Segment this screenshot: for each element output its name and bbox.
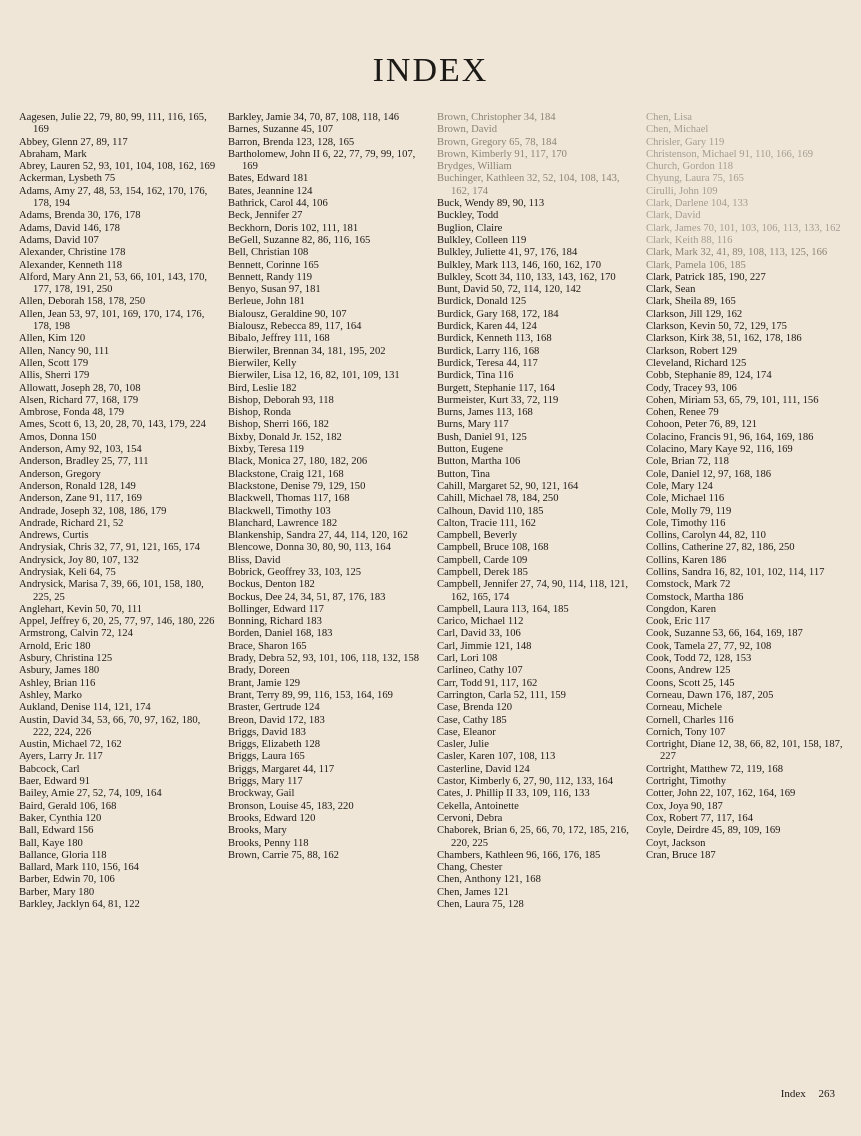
index-entry: Allen, Jean 53, 97, 101, 169, 170, 174, 176, 178, 198 <box>19 308 205 333</box>
index-entry: Casler, Julie <box>437 739 489 751</box>
index-entry: Chyung, Laura 75, 165 <box>646 173 744 185</box>
index-entry: Ashley, Marko <box>19 689 82 701</box>
index-entry: Cornich, Tony 107 <box>646 726 726 738</box>
index-entry: Clark, Keith 88, 116 <box>646 234 733 246</box>
index-entry: Andrade, Joseph 32, 108, 186, 179 <box>19 505 167 517</box>
index-entry: Burmeister, Kurt 33, 72, 119 <box>437 394 559 406</box>
index-entry: Chaborek, Brian 6, 25, 66, 70, 172, 185, 216, 220, 225 <box>437 825 629 849</box>
index-entry: Coons, Andrew 125 <box>646 665 731 677</box>
index-entry: Collins, Sandra 16, 82, 101, 102, 114, 117 <box>646 566 825 578</box>
index-entry: Case, Cathy 185 <box>437 714 507 726</box>
index-entry: Cox, Joya 90, 187 <box>646 800 723 812</box>
index-entry: Cornell, Charles 116 <box>646 714 734 726</box>
index-entry: Brady, Debra 52, 93, 101, 106, 118, 132, 158 <box>228 653 420 665</box>
index-entry: Button, Martha 106 <box>437 456 521 468</box>
index-entry: Chen, Lisa <box>646 112 692 123</box>
index-entry: Clarkson, Jill 129, 162 <box>646 308 743 320</box>
index-entry: Button, Eugene <box>437 444 503 456</box>
index-entry: Buckley, Todd <box>437 210 499 222</box>
index-entry: Allen, Kim 120 <box>19 333 86 345</box>
index-entry: Chang, Chester <box>437 862 503 874</box>
index-entry: Campbell, Bruce 108, 168 <box>437 542 549 554</box>
footer-label: Index <box>780 1088 806 1100</box>
index-entry: Adams, Amy 27, 48, 53, 154, 162, 170, 176, 178, 194 <box>19 185 208 210</box>
index-entry: Buglion, Claire <box>437 222 503 234</box>
index-entry: Bockus, Denton 182 <box>228 579 315 591</box>
index-entry: Clark, Sheila 89, 165 <box>646 296 736 308</box>
index-entry: Church, Gordon 118 <box>646 161 733 173</box>
index-entry: Abrey, Lauren 52, 93, 101, 104, 108, 162, 169 <box>19 161 216 173</box>
index-entry: Bunt, David 50, 72, 114, 120, 142 <box>437 284 582 296</box>
index-entry: Bonning, Richard 183 <box>228 616 322 628</box>
index-entry: Brant, Terry 89, 99, 116, 153, 164, 169 <box>228 689 393 701</box>
index-entry: Benyo, Susan 97, 181 <box>228 284 321 296</box>
index-entry: Chen, Michael <box>646 124 709 136</box>
index-entry: Cole, Mary 124 <box>646 480 713 492</box>
index-entry: Blencowe, Donna 30, 80, 90, 113, 164 <box>228 542 391 554</box>
index-entry: Anderson, Zane 91, 117, 169 <box>19 493 142 505</box>
index-entry: Aukland, Denise 114, 121, 174 <box>19 702 151 714</box>
index-entry: Clark, Patrick 185, 190, 227 <box>646 271 766 283</box>
index-entry: Chrisler, Gary 119 <box>646 136 725 148</box>
index-entry: Appel, Jeffrey 6, 20, 25, 77, 97, 146, 180, 226 <box>19 616 215 628</box>
index-entry: Comstock, Mark 72 <box>646 579 731 591</box>
index-entry: Cook, Tamela 27, 77, 92, 108 <box>646 640 772 652</box>
index-entry: Aagesen, Julie 22, 79, 80, 99, 111, 116, 165, 169 <box>19 112 207 136</box>
index-entry: Cook, Todd 72, 128, 153 <box>646 653 752 665</box>
index-entry: Coyle, Deirdre 45, 89, 109, 169 <box>646 825 781 837</box>
index-entry: Brown, Christopher 34, 184 <box>437 112 556 123</box>
index-entry: Campbell, Carde 109 <box>437 554 528 566</box>
index-entry: Colacino, Mary Kaye 92, 116, 169 <box>646 444 793 456</box>
index-column-3 <box>437 112 637 911</box>
index-entry: Andrysick, Marisa 7, 39, 66, 101, 158, 180, 225, 25 <box>19 579 204 603</box>
index-entry: Cobb, Stephanie 89, 124, 174 <box>646 370 772 382</box>
index-entry: Bierwiler, Kelly <box>228 357 297 369</box>
index-entry: Cortright, Timothy <box>646 776 727 788</box>
index-entry: Calhoun, David 110, 185 <box>437 505 544 517</box>
index-entry: Allen, Deborah 158, 178, 250 <box>19 296 146 308</box>
index-entry: Cekella, Antoinette <box>437 800 519 812</box>
index-entry: Casler, Karen 107, 108, 113 <box>437 751 556 763</box>
index-entry: Button, Tina <box>437 468 490 480</box>
index-entry: Carlineo, Cathy 107 <box>437 665 523 677</box>
index-entry: Blackwell, Thomas 117, 168 <box>228 493 350 505</box>
index-entry: Christenson, Michael 91, 110, 166, 169 <box>646 148 814 160</box>
page-number: 263 <box>818 1088 835 1100</box>
index-entry: Bulkley, Juliette 41, 97, 176, 184 <box>437 247 578 259</box>
index-entry: Briggs, Elizabeth 128 <box>228 739 321 751</box>
index-entry: Bird, Leslie 182 <box>228 382 297 394</box>
index-entry: Asbury, James 180 <box>19 665 100 677</box>
index-entry: Andrysiak, Keli 64, 75 <box>19 566 116 578</box>
index-entry: Bronson, Louise 45, 183, 220 <box>228 800 354 812</box>
index-entry: Burdick, Tina 116 <box>437 370 514 382</box>
index-entry: Cole, Daniel 12, 97, 168, 186 <box>646 468 772 480</box>
index-entry: Barber, Mary 180 <box>19 886 95 898</box>
index-entry: Buchinger, Kathleen 32, 52, 104, 108, 143, 162, 174 <box>437 173 620 197</box>
index-entry: Calton, Tracie 111, 162 <box>437 517 536 529</box>
index-entry: Allowatt, Joseph 28, 70, 108 <box>19 382 141 394</box>
index-entry: Clark, David <box>646 210 701 222</box>
index-column-2 <box>228 112 428 862</box>
index-entry: Bartholomew, John II 6, 22, 77, 79, 99, 107, 169 <box>228 148 416 173</box>
index-entry: Blankenship, Sandra 27, 44, 114, 120, 162 <box>228 530 408 542</box>
index-entry: Berleue, John 181 <box>228 296 305 308</box>
index-entry: Brooks, Mary <box>228 825 287 837</box>
index-entry: Cirulli, John 109 <box>646 185 718 197</box>
index-entry: Blackstone, Craig 121, 168 <box>228 468 344 480</box>
index-entry: Burgett, Stephanie 117, 164 <box>437 382 555 394</box>
index-entry: Burdick, Gary 168, 172, 184 <box>437 308 559 320</box>
index-entry: Cervoni, Debra <box>437 812 503 824</box>
index-entry: Brooks, Penny 118 <box>228 837 309 849</box>
index-entry: Barkley, Jamie 34, 70, 87, 108, 118, 146 <box>228 112 400 123</box>
index-entry: Alexander, Kenneth 118 <box>19 259 123 271</box>
index-entry: Burns, James 113, 168 <box>437 407 533 419</box>
index-entry: Anderson, Ronald 128, 149 <box>19 480 136 492</box>
index-entry: Clark, Pamela 106, 185 <box>646 259 746 271</box>
index-entry: Breon, David 172, 183 <box>228 714 325 726</box>
index-entry: Baer, Edward 91 <box>19 776 91 788</box>
index-entry: Cohen, Renee 79 <box>646 407 719 419</box>
index-entry: Coons, Scott 25, 145 <box>646 677 735 689</box>
index-entry: Case, Eleanor <box>437 726 496 738</box>
index-entry: Bennett, Randy 119 <box>228 271 313 283</box>
index-entry: Barron, Brenda 123, 128, 165 <box>228 136 355 148</box>
index-entry: Clarkson, Kirk 38, 51, 162, 178, 186 <box>646 333 802 345</box>
index-entry: Babcock, Carl <box>19 763 80 775</box>
index-entry: Asbury, Christina 125 <box>19 653 113 665</box>
index-entry: Arnold, Eric 180 <box>19 640 91 652</box>
index-entry: Allis, Sherri 179 <box>19 370 90 382</box>
index-entry: Cook, Eric 117 <box>646 616 711 628</box>
page-footer <box>771 1088 835 1100</box>
index-entry: Brooks, Edward 120 <box>228 812 316 824</box>
index-entry: Chen, James 121 <box>437 886 510 898</box>
index-entry: Carrington, Carla 52, 111, 159 <box>437 689 566 701</box>
index-entry: Blackstone, Denise 79, 129, 150 <box>228 480 366 492</box>
index-entry: Burdick, Teresa 44, 117 <box>437 357 538 369</box>
index-entry: Brown, Gregory 65, 78, 184 <box>437 136 557 148</box>
index-entry: Campbell, Derek 185 <box>437 566 528 578</box>
index-entry: Adams, David 107 <box>19 234 99 246</box>
index-entry: Carl, Jimmie 121, 148 <box>437 640 532 652</box>
index-entry: Case, Brenda 120 <box>437 702 513 714</box>
index-entry: Amos, Donna 150 <box>19 431 97 443</box>
index-entry: Blackwell, Timothy 103 <box>228 505 331 517</box>
index-entry: Briggs, Laura 165 <box>228 751 305 763</box>
index-entry: Austin, David 34, 53, 66, 70, 97, 162, 180, 222, 224, 226 <box>19 714 201 738</box>
index-entry: Cortright, Diane 12, 38, 66, 82, 101, 158, 187, 227 <box>646 739 843 763</box>
index-entry: Burdick, Karen 44, 124 <box>437 321 537 333</box>
index-entry: Castor, Kimberly 6, 27, 90, 112, 133, 164 <box>437 776 614 788</box>
index-entry: Bailey, Amie 27, 52, 74, 109, 164 <box>19 788 162 800</box>
index-entry: Bobrick, Geoffrey 33, 103, 125 <box>228 566 362 578</box>
index-entry: Chambers, Kathleen 96, 166, 176, 185 <box>437 849 601 861</box>
index-entry: Clark, Sean <box>646 284 696 296</box>
index-entry: Congdon, Karen <box>646 603 717 615</box>
index-entry: Adams, David 146, 178 <box>19 222 120 234</box>
index-entry: Ashley, Brian 116 <box>19 677 96 689</box>
index-column-1 <box>19 112 219 911</box>
index-entry: Bathrick, Carol 44, 106 <box>228 198 328 210</box>
index-entry: Cole, Michael 116 <box>646 493 725 505</box>
index-entry: Alford, Mary Ann 21, 53, 66, 101, 143, 170, 177, 178, 191, 250 <box>19 271 208 296</box>
index-entry: Brace, Sharon 165 <box>228 640 307 652</box>
index-entry: Cook, Suzanne 53, 66, 164, 169, 187 <box>646 628 803 640</box>
index-entry: Allen, Scott 179 <box>19 357 89 369</box>
index-entry: Black, Monica 27, 180, 182, 206 <box>228 456 368 468</box>
index-entry: Ambrose, Fonda 48, 179 <box>19 407 125 419</box>
index-entry: Cox, Robert 77, 117, 164 <box>646 812 754 824</box>
index-entry: Bush, Daniel 91, 125 <box>437 431 527 443</box>
index-entry: Cahill, Margaret 52, 90, 121, 164 <box>437 480 579 492</box>
index-entry: Brown, David <box>437 124 498 136</box>
index-entry: Buck, Wendy 89, 90, 113 <box>437 198 545 210</box>
index-entry: Briggs, Mary 117 <box>228 776 303 788</box>
index-entry: Casterline, David 124 <box>437 763 530 775</box>
index-entry: Adams, Brenda 30, 176, 178 <box>19 210 141 222</box>
index-entry: Carico, Michael 112 <box>437 616 524 628</box>
index-entry: Coyt, Jackson <box>646 837 706 849</box>
index-entry: Chen, Laura 75, 128 <box>437 899 524 910</box>
index-entry: Ball, Kaye 180 <box>19 837 83 849</box>
index-entry: Cleveland, Richard 125 <box>646 357 747 369</box>
index-entry: Bell, Christian 108 <box>228 247 309 259</box>
index-entry: Clark, Mark 32, 41, 89, 108, 113, 125, 166 <box>646 247 828 259</box>
page-title: INDEX <box>372 52 489 89</box>
index-entry: Cohoon, Peter 76, 89, 121 <box>646 419 757 431</box>
index-entry: Colacino, Francis 91, 96, 164, 169, 186 <box>646 431 814 443</box>
index-entry: Brant, Jamie 129 <box>228 677 301 689</box>
index-entry: Bierwiler, Lisa 12, 16, 82, 101, 109, 131 <box>228 370 400 382</box>
index-entry: Briggs, Margaret 44, 117 <box>228 763 335 775</box>
index-entry: Anderson, Bradley 25, 77, 111 <box>19 456 149 468</box>
index-entry: Abbey, Glenn 27, 89, 117 <box>19 136 128 148</box>
index-entry: Bennett, Corinne 165 <box>228 259 319 271</box>
index-entry: Andrews, Curtis <box>19 530 89 542</box>
index-entry: Baker, Cynthia 120 <box>19 812 102 824</box>
index-entry: Bates, Edward 181 <box>228 173 309 185</box>
index-entry: Bulkley, Mark 113, 146, 160, 162, 170 <box>437 259 601 271</box>
index-entry: Bishop, Deborah 93, 118 <box>228 394 334 406</box>
index-entry: Bliss, David <box>228 554 281 566</box>
index-entry: Bixby, Teresa 119 <box>228 444 304 456</box>
index-entry: Barber, Edwin 70, 106 <box>19 874 115 886</box>
index-entry: Carl, Lori 108 <box>437 653 498 665</box>
index-entry: BeGell, Suzanne 82, 86, 116, 165 <box>228 234 371 246</box>
index-entry: Andrysiak, Chris 32, 77, 91, 121, 165, 174 <box>19 542 200 554</box>
index-entry: Cahill, Michael 78, 184, 250 <box>437 493 559 505</box>
index-entry: Clark, Darlene 104, 133 <box>646 198 749 210</box>
index-entry: Brady, Doreen <box>228 665 290 677</box>
index-entry: Bulkley, Colleen 119 <box>437 234 527 246</box>
index-entry: Anderson, Gregory <box>19 468 101 480</box>
index-entry: Brydges, William <box>437 161 512 173</box>
index-entry: Bixby, Donald Jr. 152, 182 <box>228 431 342 443</box>
index-entry: Corneau, Michele <box>646 702 722 714</box>
index-entry: Bockus, Dee 24, 34, 51, 87, 176, 183 <box>228 591 386 603</box>
index-entry: Andrade, Richard 21, 52 <box>19 517 124 529</box>
index-entry: Bishop, Ronda <box>228 407 291 419</box>
index-entry: Alsen, Richard 77, 168, 179 <box>19 394 139 406</box>
index-entry: Corneau, Dawn 176, 187, 205 <box>646 689 774 701</box>
index-entry: Collins, Karen 186 <box>646 554 727 566</box>
index-entry: Austin, Michael 72, 162 <box>19 739 122 751</box>
index-entry: Burns, Mary 117 <box>437 419 509 431</box>
index-entry: Bishop, Sherri 166, 182 <box>228 419 329 431</box>
index-entry: Cates, J. Phillip II 33, 109, 116, 133 <box>437 788 590 800</box>
index-entry: Burdick, Larry 116, 168 <box>437 345 540 357</box>
index-entry: Brown, Kimberly 91, 117, 170 <box>437 148 567 160</box>
index-entry: Collins, Carolyn 44, 82, 110 <box>646 530 766 542</box>
index-entry: Ayers, Larry Jr. 117 <box>19 751 103 763</box>
index-entry: Burdick, Donald 125 <box>437 296 527 308</box>
index-entry: Barnes, Suzanne 45, 107 <box>228 124 334 136</box>
index-entry: Ballard, Mark 110, 156, 164 <box>19 862 139 874</box>
index-entry: Armstrong, Calvin 72, 124 <box>19 628 133 640</box>
index-entry: Clarkson, Robert 129 <box>646 345 737 357</box>
index-entry: Clarkson, Kevin 50, 72, 129, 175 <box>646 321 787 333</box>
index-entry: Blanchard, Lawrence 182 <box>228 517 338 529</box>
index-entry: Bates, Jeannine 124 <box>228 185 313 197</box>
index-entry: Cole, Brian 72, 118 <box>646 456 729 468</box>
index-entry: Andrysick, Joy 80, 107, 132 <box>19 554 139 566</box>
index-entry: Briggs, David 183 <box>228 726 306 738</box>
index-entry: Barkley, Jacklyn 64, 81, 122 <box>19 899 140 910</box>
index-entry: Braster, Gertrude 124 <box>228 702 320 714</box>
index-entry: Brockway, Gail <box>228 788 295 800</box>
index-entry: Comstock, Martha 186 <box>646 591 744 603</box>
index-entry: Carl, David 33, 106 <box>437 628 521 640</box>
index-entry: Campbell, Laura 113, 164, 185 <box>437 603 569 615</box>
index-entry: Ames, Scott 6, 13, 20, 28, 70, 143, 179, 224 <box>19 419 206 431</box>
index-entry: Collins, Catherine 27, 82, 186, 250 <box>646 542 795 554</box>
index-entry: Brown, Carrie 75, 88, 162 <box>228 849 339 861</box>
index-entry: Borden, Daniel 168, 183 <box>228 628 333 640</box>
index-entry: Ball, Edward 156 <box>19 825 94 837</box>
index-entry: Beck, Jennifer 27 <box>228 210 303 222</box>
index-entry: Cortright, Matthew 72, 119, 168 <box>646 763 784 775</box>
index-entry: Clark, James 70, 101, 103, 106, 113, 133, 162 <box>646 222 841 234</box>
index-entry: Baird, Gerald 106, 168 <box>19 800 117 812</box>
index-entry: Bollinger, Edward 117 <box>228 603 324 615</box>
index-entry: Cran, Bruce 187 <box>646 849 716 861</box>
index-entry: Beckhorn, Doris 102, 111, 181 <box>228 222 359 234</box>
index-entry: Cohen, Miriam 53, 65, 79, 101, 111, 156 <box>646 394 819 406</box>
index-entry: Carr, Todd 91, 117, 162 <box>437 677 538 689</box>
index-entry: Anderson, Amy 92, 103, 154 <box>19 444 142 456</box>
index-entry: Allen, Nancy 90, 111 <box>19 345 110 357</box>
index-entry: Ballance, Gloria 118 <box>19 849 107 861</box>
index-column-4 <box>646 112 846 862</box>
index-entry: Cole, Molly 79, 119 <box>646 505 732 517</box>
index-entry: Bialousz, Rebecca 89, 117, 164 <box>228 321 362 333</box>
index-entry: Chen, Anthony 121, 168 <box>437 874 541 886</box>
index-entry: Bierwiler, Brennan 34, 181, 195, 202 <box>228 345 386 357</box>
index-entry: Bialousz, Geraldine 90, 107 <box>228 308 347 320</box>
index-entry: Ackerman, Lysbeth 75 <box>19 173 116 185</box>
index-entry: Cole, Timothy 116 <box>646 517 726 529</box>
index-entry: Campbell, Beverly <box>437 530 518 542</box>
index-entry: Cotter, John 22, 107, 162, 164, 169 <box>646 788 796 800</box>
index-entry: Bulkley, Scott 34, 110, 133, 143, 162, 170 <box>437 271 616 283</box>
index-entry: Cody, Tracey 93, 106 <box>646 382 737 394</box>
index-entry: Bibalo, Jeffrey 111, 168 <box>228 333 330 345</box>
index-entry: Burdick, Kenneth 113, 168 <box>437 333 552 345</box>
index-entry: Alexander, Christine 178 <box>19 247 126 259</box>
index-entry: Campbell, Jennifer 27, 74, 90, 114, 118, 121, 162, 165, 174 <box>437 579 629 603</box>
index-entry: Anglehart, Kevin 50, 70, 111 <box>19 603 143 615</box>
index-entry: Abraham, Mark <box>19 148 87 160</box>
